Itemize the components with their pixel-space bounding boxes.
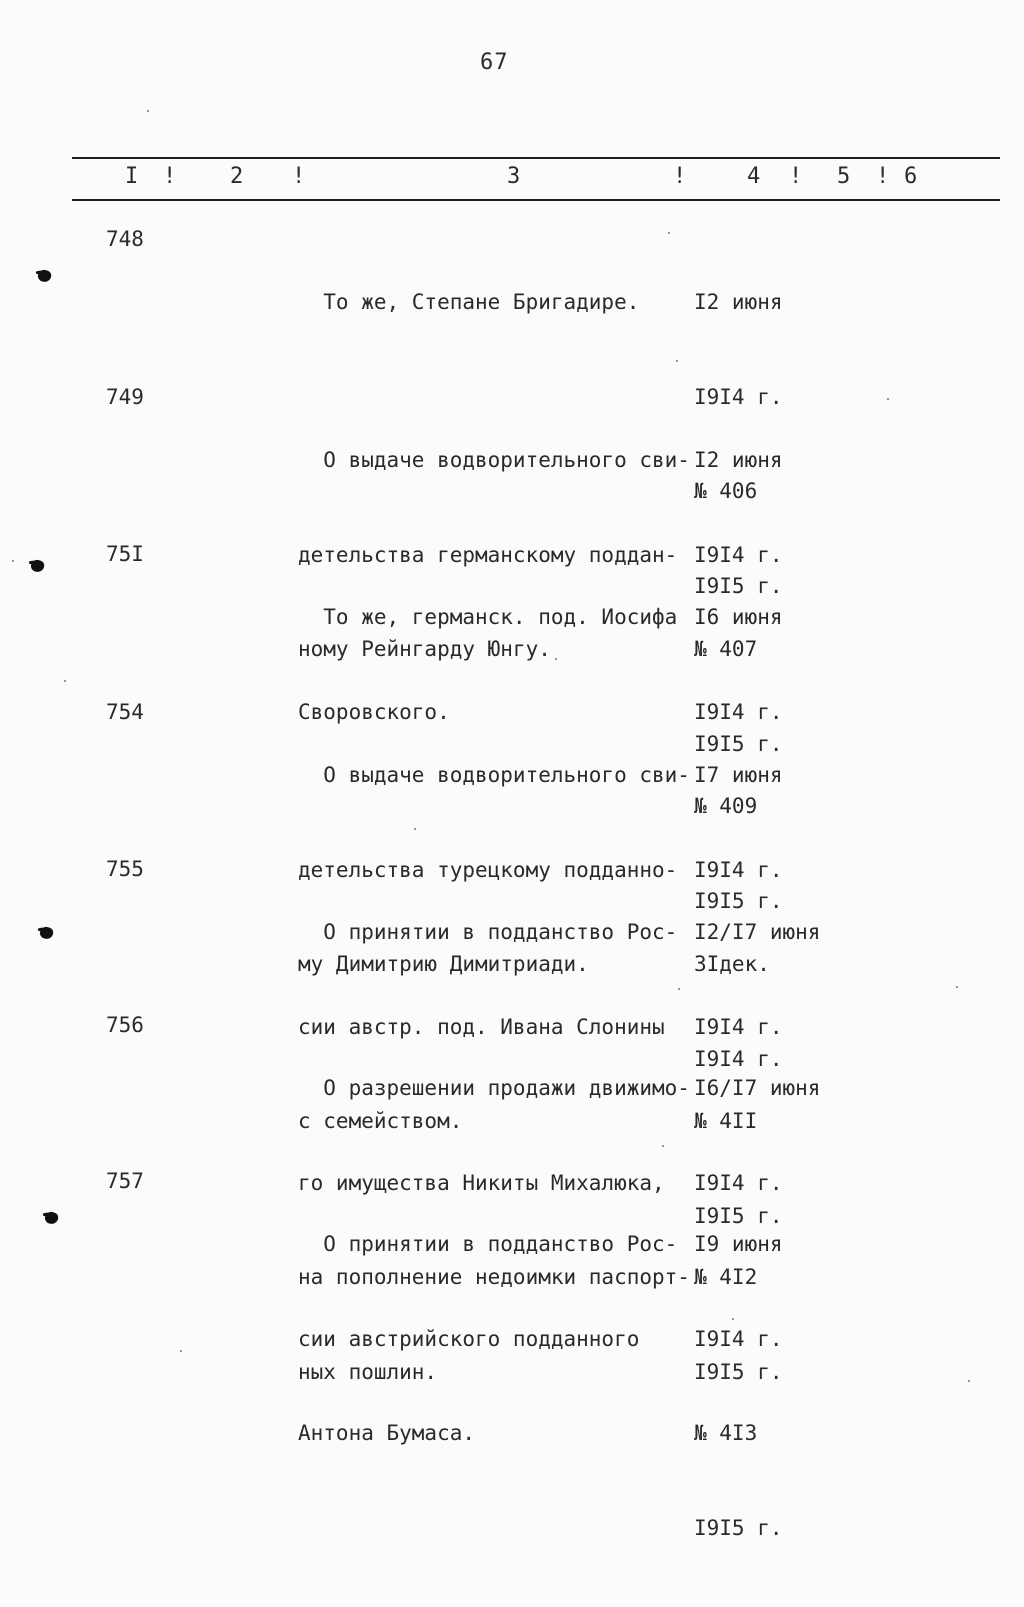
header-bottom-rule bbox=[72, 199, 1000, 201]
date-line: I6 июня bbox=[694, 605, 783, 629]
record-description bbox=[298, 1166, 693, 1513]
column-separator: ! bbox=[292, 164, 306, 189]
date-line: I2/I7 июня bbox=[694, 920, 821, 944]
date-line: № 4I2 bbox=[694, 1265, 758, 1289]
date-line: I9I4 г. bbox=[694, 857, 783, 882]
record-number: 754 bbox=[106, 700, 144, 724]
date-line: № 409 bbox=[694, 794, 758, 818]
date-line: I9I5 г. bbox=[694, 573, 783, 598]
description-line: О выдаче водворительного сви- bbox=[298, 763, 690, 787]
description-line: О принятии в подданство Рос- bbox=[298, 920, 678, 944]
description-line: го имущества Никиты Михалюка, bbox=[298, 1170, 665, 1195]
page-number: 67 bbox=[480, 50, 509, 75]
date-line: № 407 bbox=[694, 637, 758, 661]
date-line: I9I4 г. bbox=[694, 1046, 783, 1071]
date-line: I9I4 г. bbox=[694, 542, 783, 567]
date-line: 3Iдек. bbox=[694, 952, 770, 976]
date-line: I9I5 г. bbox=[694, 1359, 783, 1384]
scan-speck bbox=[732, 1318, 734, 1320]
record-number: 755 bbox=[106, 857, 144, 881]
description-line: с семейством. bbox=[298, 1109, 463, 1133]
description-line: О разрешении продажи движимо- bbox=[298, 1076, 690, 1100]
scan-speck bbox=[956, 986, 958, 988]
description-line: сии австрийского подданного bbox=[298, 1326, 640, 1351]
date-line: I6/I7 июня bbox=[694, 1076, 821, 1100]
scan-speck bbox=[676, 360, 678, 362]
column-separator: ! bbox=[673, 164, 687, 189]
record-number: 749 bbox=[106, 385, 144, 409]
description-line: ных пошлин. bbox=[298, 1359, 438, 1384]
date-line: № 4I3 bbox=[694, 1421, 758, 1445]
record-number: 757 bbox=[106, 1169, 144, 1193]
date-line: I9I4 г. bbox=[694, 1326, 783, 1351]
date-line: I9I5 г. bbox=[694, 1515, 783, 1540]
scan-speck bbox=[147, 110, 149, 112]
scan-speck bbox=[414, 828, 416, 830]
record-description bbox=[298, 224, 693, 382]
column-separator: ! bbox=[789, 164, 803, 189]
scan-speck bbox=[64, 680, 66, 682]
record-date bbox=[694, 1166, 783, 1607]
date-line: I2 июня bbox=[694, 448, 783, 472]
scan-speck bbox=[678, 988, 680, 990]
record-number: 75I bbox=[106, 542, 144, 566]
column-header-5: 5 bbox=[837, 164, 851, 189]
date-line: I9I5 г. bbox=[694, 1203, 783, 1228]
date-line: № 406 bbox=[694, 479, 758, 503]
description-line: То же, германск. под. Иосифа bbox=[298, 605, 678, 629]
header-top-rule bbox=[72, 157, 1000, 159]
scan-speck bbox=[887, 398, 889, 400]
record-number: 748 bbox=[106, 227, 144, 251]
date-line: I9I4 г. bbox=[694, 1170, 783, 1195]
date-line: I9I5 г. bbox=[694, 731, 783, 756]
scan-speck bbox=[668, 232, 670, 234]
date-line: I9 июня bbox=[694, 1232, 783, 1256]
description-line: То же, Степане Бригадире. bbox=[298, 290, 640, 314]
description-line: Своровского. bbox=[298, 699, 450, 724]
column-separator: ! bbox=[163, 164, 177, 189]
date-line: I2 июня bbox=[694, 290, 783, 314]
column-separator: ! bbox=[876, 164, 890, 189]
scan-speck bbox=[662, 1145, 664, 1147]
scan-speck bbox=[968, 1380, 970, 1382]
description-line: детельства турецкому подданно- bbox=[298, 857, 678, 882]
scan-speck bbox=[555, 658, 557, 660]
description-line: О выдаче водворительного сви- bbox=[298, 448, 690, 472]
scan-speck bbox=[180, 1350, 182, 1352]
date-line: I9I4 г. bbox=[694, 699, 783, 724]
column-header-3: 3 bbox=[507, 164, 521, 189]
description-line: Антона Бумаса. bbox=[298, 1421, 476, 1445]
description-line: на пополнение недоимки паспорт- bbox=[298, 1265, 690, 1289]
description-line: сии австр. под. Ивана Слонины bbox=[298, 1014, 665, 1039]
record-number: 756 bbox=[106, 1013, 144, 1037]
date-line: I9I4 г. bbox=[694, 1014, 783, 1039]
column-header-1: I bbox=[125, 164, 139, 189]
date-line: I7 июня bbox=[694, 763, 783, 787]
column-header-4: 4 bbox=[747, 164, 761, 189]
date-line: I9I4 г. bbox=[694, 384, 783, 409]
date-line: № 4II bbox=[694, 1109, 758, 1133]
column-header-6: 6 bbox=[904, 164, 918, 189]
description-line: ному Рейнгарду Юнгу. bbox=[298, 637, 551, 661]
column-header-2: 2 bbox=[230, 164, 244, 189]
scan-speck bbox=[12, 560, 14, 562]
description-line: детельства германскому поддан- bbox=[298, 542, 678, 567]
description-line: му Димитрию Димитриади. bbox=[298, 952, 589, 976]
date-line: I9I5 г. bbox=[694, 888, 783, 913]
description-line: О принятии в подданство Рос- bbox=[298, 1232, 678, 1256]
